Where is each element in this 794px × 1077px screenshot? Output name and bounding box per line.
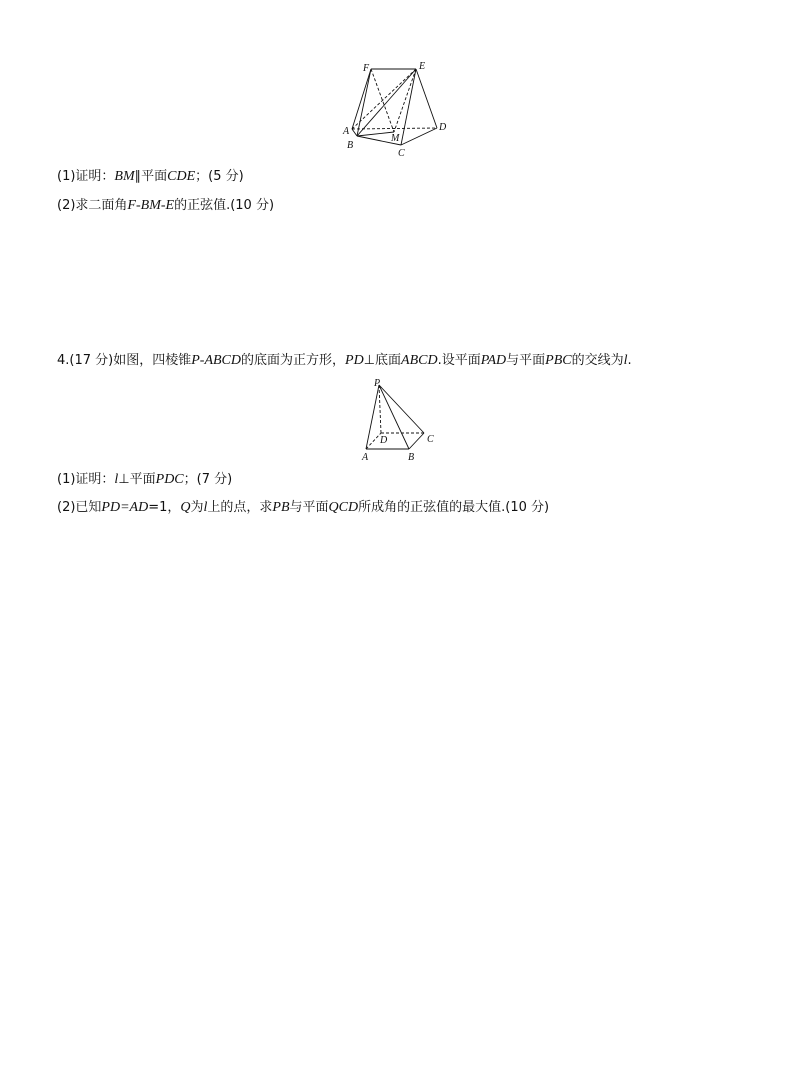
- q4-stem-text-2: 的底面为正方形，: [241, 353, 346, 368]
- edge-PC: [379, 385, 424, 433]
- q4-stem-text-3: ⊥底面: [363, 353, 402, 368]
- q4-part1-prefix: (1)证明：: [57, 472, 115, 487]
- q4-part2-text-2: =1，: [148, 500, 181, 515]
- q4-part2-text-4: 上的点，求: [207, 500, 273, 515]
- q4-part2-math-4: PB: [272, 500, 290, 515]
- q4-part1-mid: ⊥平面: [118, 472, 156, 487]
- q4-part2-math-1: PD=AD: [101, 500, 149, 515]
- q4-stem-math-1: P-ABCD: [191, 353, 241, 368]
- label-A: A: [343, 126, 350, 137]
- segment-BM: [357, 132, 394, 136]
- q4-stem: [57, 352, 632, 370]
- q4-stem-math-2: PD: [345, 353, 364, 368]
- q3-part2-prefix: (2)求二面角: [57, 198, 128, 213]
- q3-part1-suffix: ；(5 分): [195, 169, 244, 184]
- label-C: C: [398, 148, 405, 159]
- q3-part2-math-1: F-BM-E: [127, 198, 175, 213]
- label-A: A: [362, 452, 369, 463]
- q4-part2: [57, 499, 549, 517]
- edge-CD: [401, 128, 437, 145]
- label-C: C: [427, 434, 434, 445]
- edge-FA: [352, 69, 371, 129]
- q4-stem-math-4: PAD: [480, 353, 507, 368]
- q4-part2-text-3: 为: [190, 500, 204, 515]
- q4-stem-text-5: 与平面: [506, 353, 546, 368]
- q4-part2-math-5: QCD: [328, 500, 359, 515]
- label-F: F: [363, 63, 370, 74]
- label-E: E: [419, 61, 426, 72]
- q3-part1-prefix: (1)证明：: [57, 169, 115, 184]
- q4-part2-math-3: l: [203, 500, 208, 515]
- figure-pyramid: [358, 376, 442, 464]
- q4-stem-math-6: l: [623, 353, 628, 368]
- q3-part2-suffix: 的正弦值.(10 分): [174, 198, 275, 213]
- hidden-edge-AD: [352, 128, 437, 129]
- q4-stem-text-4: .设平面: [437, 353, 481, 368]
- q4-part2-text-6: 所成角的正弦值的最大值.(10 分): [358, 500, 550, 515]
- q3-part1-math-2: CDE: [167, 169, 196, 184]
- q4-stem-math-5: PBC: [545, 353, 572, 368]
- edge-EB: [357, 69, 416, 136]
- label-B: B: [347, 140, 354, 151]
- hidden-edge-AD: [366, 433, 381, 449]
- q3-part1-mid: ∥平面: [134, 169, 168, 184]
- hidden-edge-PD: [379, 385, 381, 433]
- q4-stem-text-1: 4.(17 分)如图，四棱锥: [57, 353, 192, 368]
- q4-stem-math-3: ABCD: [401, 353, 438, 368]
- label-B: B: [408, 452, 415, 463]
- q4-part1: [57, 471, 232, 489]
- edge-BC: [409, 433, 424, 449]
- edge-PA: [366, 385, 379, 449]
- edge-FB: [357, 69, 371, 136]
- label-M: M: [391, 133, 400, 144]
- q4-part2-text-5: 与平面: [289, 500, 329, 515]
- q4-part2-math-2: Q: [180, 500, 191, 515]
- q4-part2-text-1: (2)已知: [57, 500, 102, 515]
- q3-part1-math-1: BM: [114, 169, 135, 184]
- edge-AB: [352, 129, 357, 136]
- edge-ED: [416, 69, 437, 128]
- label-D: D: [380, 435, 388, 446]
- q4-part1-math-1: l: [114, 472, 119, 487]
- label-P: P: [374, 378, 381, 389]
- label-D: D: [439, 122, 447, 133]
- q4-part1-suffix: ；(7 分): [183, 472, 233, 487]
- q4-stem-text-6: 的交线为: [571, 353, 624, 368]
- q4-part1-math-2: PDC: [155, 472, 184, 487]
- q3-part1: [57, 168, 244, 186]
- q4-stem-text-7: .: [627, 353, 632, 368]
- q3-part2: [57, 197, 274, 215]
- figure-polyhedron: [335, 58, 455, 162]
